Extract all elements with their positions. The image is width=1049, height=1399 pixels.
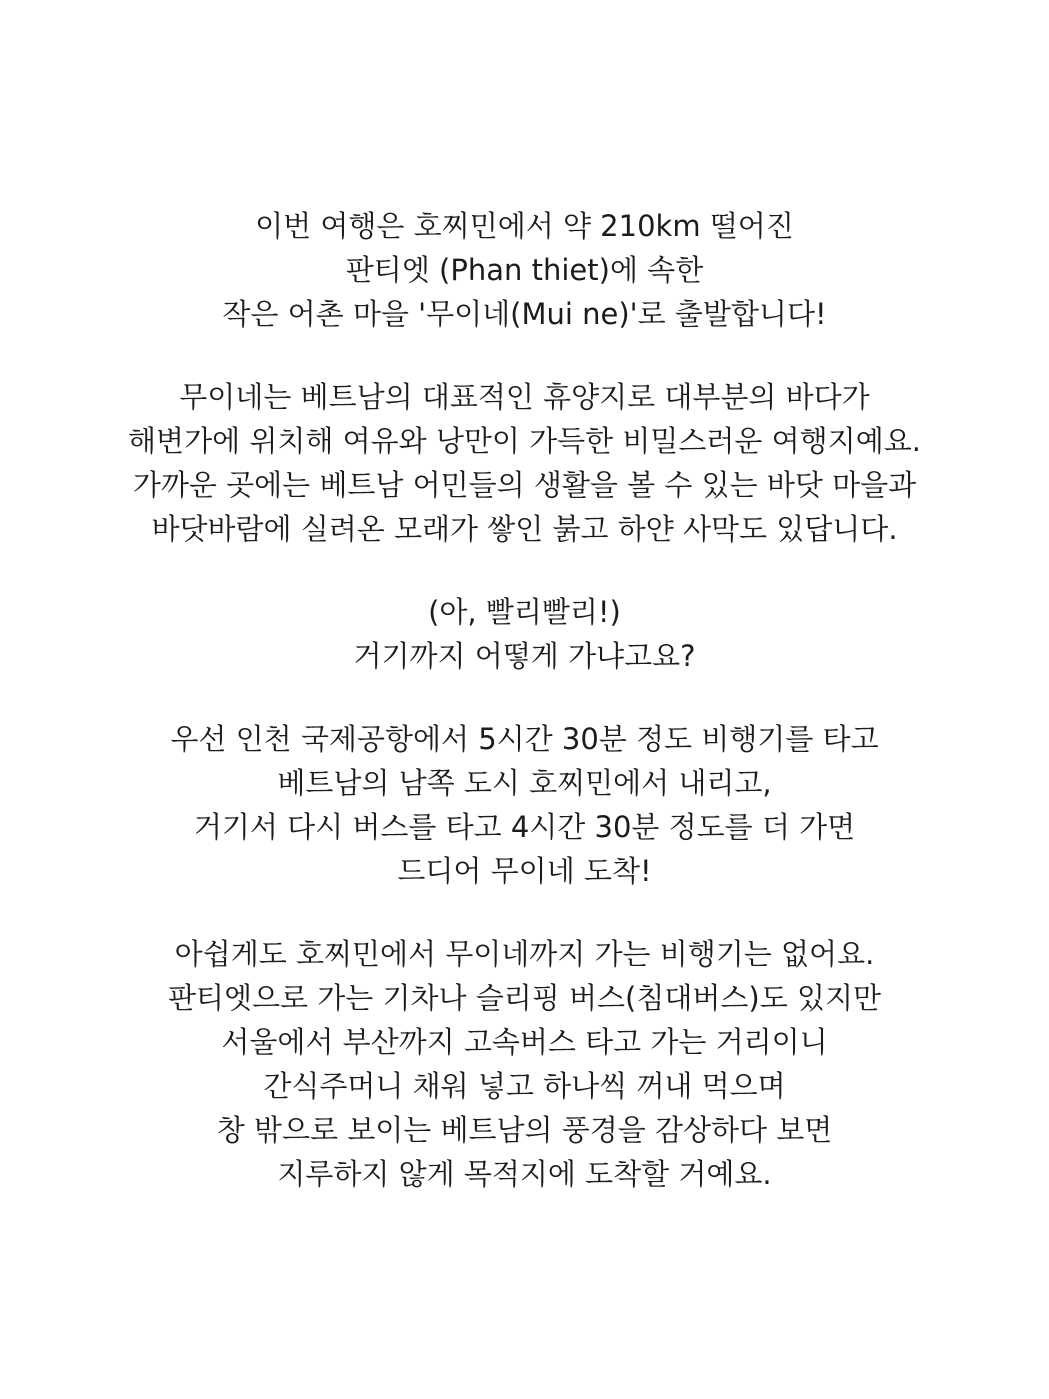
paragraph-question [0, 590, 1049, 678]
text-line: 창 밖으로 보이는 베트남의 풍경을 감상하다 보면 [216, 1113, 833, 1147]
paragraph-description [0, 375, 1049, 551]
paragraph-tips [0, 932, 1049, 1196]
text-line: 판티엣으로 가는 기차나 슬리핑 버스(침대버스)도 있지만 [167, 981, 882, 1015]
text-line: 거기까지 어떻게 가냐고요? [353, 639, 696, 673]
text-line: 베트남의 남쪽 도시 호찌민에서 내리고, [277, 766, 772, 800]
text-line: 거기서 다시 버스를 타고 4시간 30분 정도를 더 가면 [193, 810, 856, 844]
paragraph-route [0, 717, 1049, 893]
text-line: 작은 어촌 마을 '무이네(Mui ne)'로 출발합니다! [222, 297, 827, 331]
text-line: 우선 인천 국제공항에서 5시간 30분 정도 비행기를 타고 [170, 722, 879, 756]
text-line: (아, 빨리빨리!) [428, 595, 621, 629]
text-line: 지루하지 않게 목적지에 도착할 거예요. [277, 1157, 772, 1191]
text-line: 무이네는 베트남의 대표적인 휴양지로 대부분의 바다가 [179, 380, 870, 414]
text-line: 간식주머니 채워 넣고 하나씩 꺼내 먹으며 [263, 1069, 786, 1103]
text-line: 아쉽게도 호찌민에서 무이네까지 가는 비행기는 없어요. [174, 937, 875, 971]
document-body [0, 204, 1049, 1235]
text-line: 바닷바람에 실려온 모래가 쌓인 붉고 하얀 사막도 있답니다. [151, 512, 898, 546]
text-line: 가까운 곳에는 베트남 어민들의 생활을 볼 수 있는 바닷 마을과 [132, 468, 917, 502]
text-line: 해변가에 위치해 여유와 낭만이 가득한 비밀스러운 여행지예요. [128, 424, 921, 458]
paragraph-intro [0, 204, 1049, 336]
text-line: 판티엣 (Phan thiet)에 속한 [345, 253, 704, 287]
text-line: 서울에서 부산까지 고속버스 타고 가는 거리이니 [221, 1025, 828, 1059]
text-line: 이번 여행은 호찌민에서 약 210km 떨어진 [255, 209, 794, 243]
text-line: 드디어 무이네 도착! [397, 854, 652, 888]
